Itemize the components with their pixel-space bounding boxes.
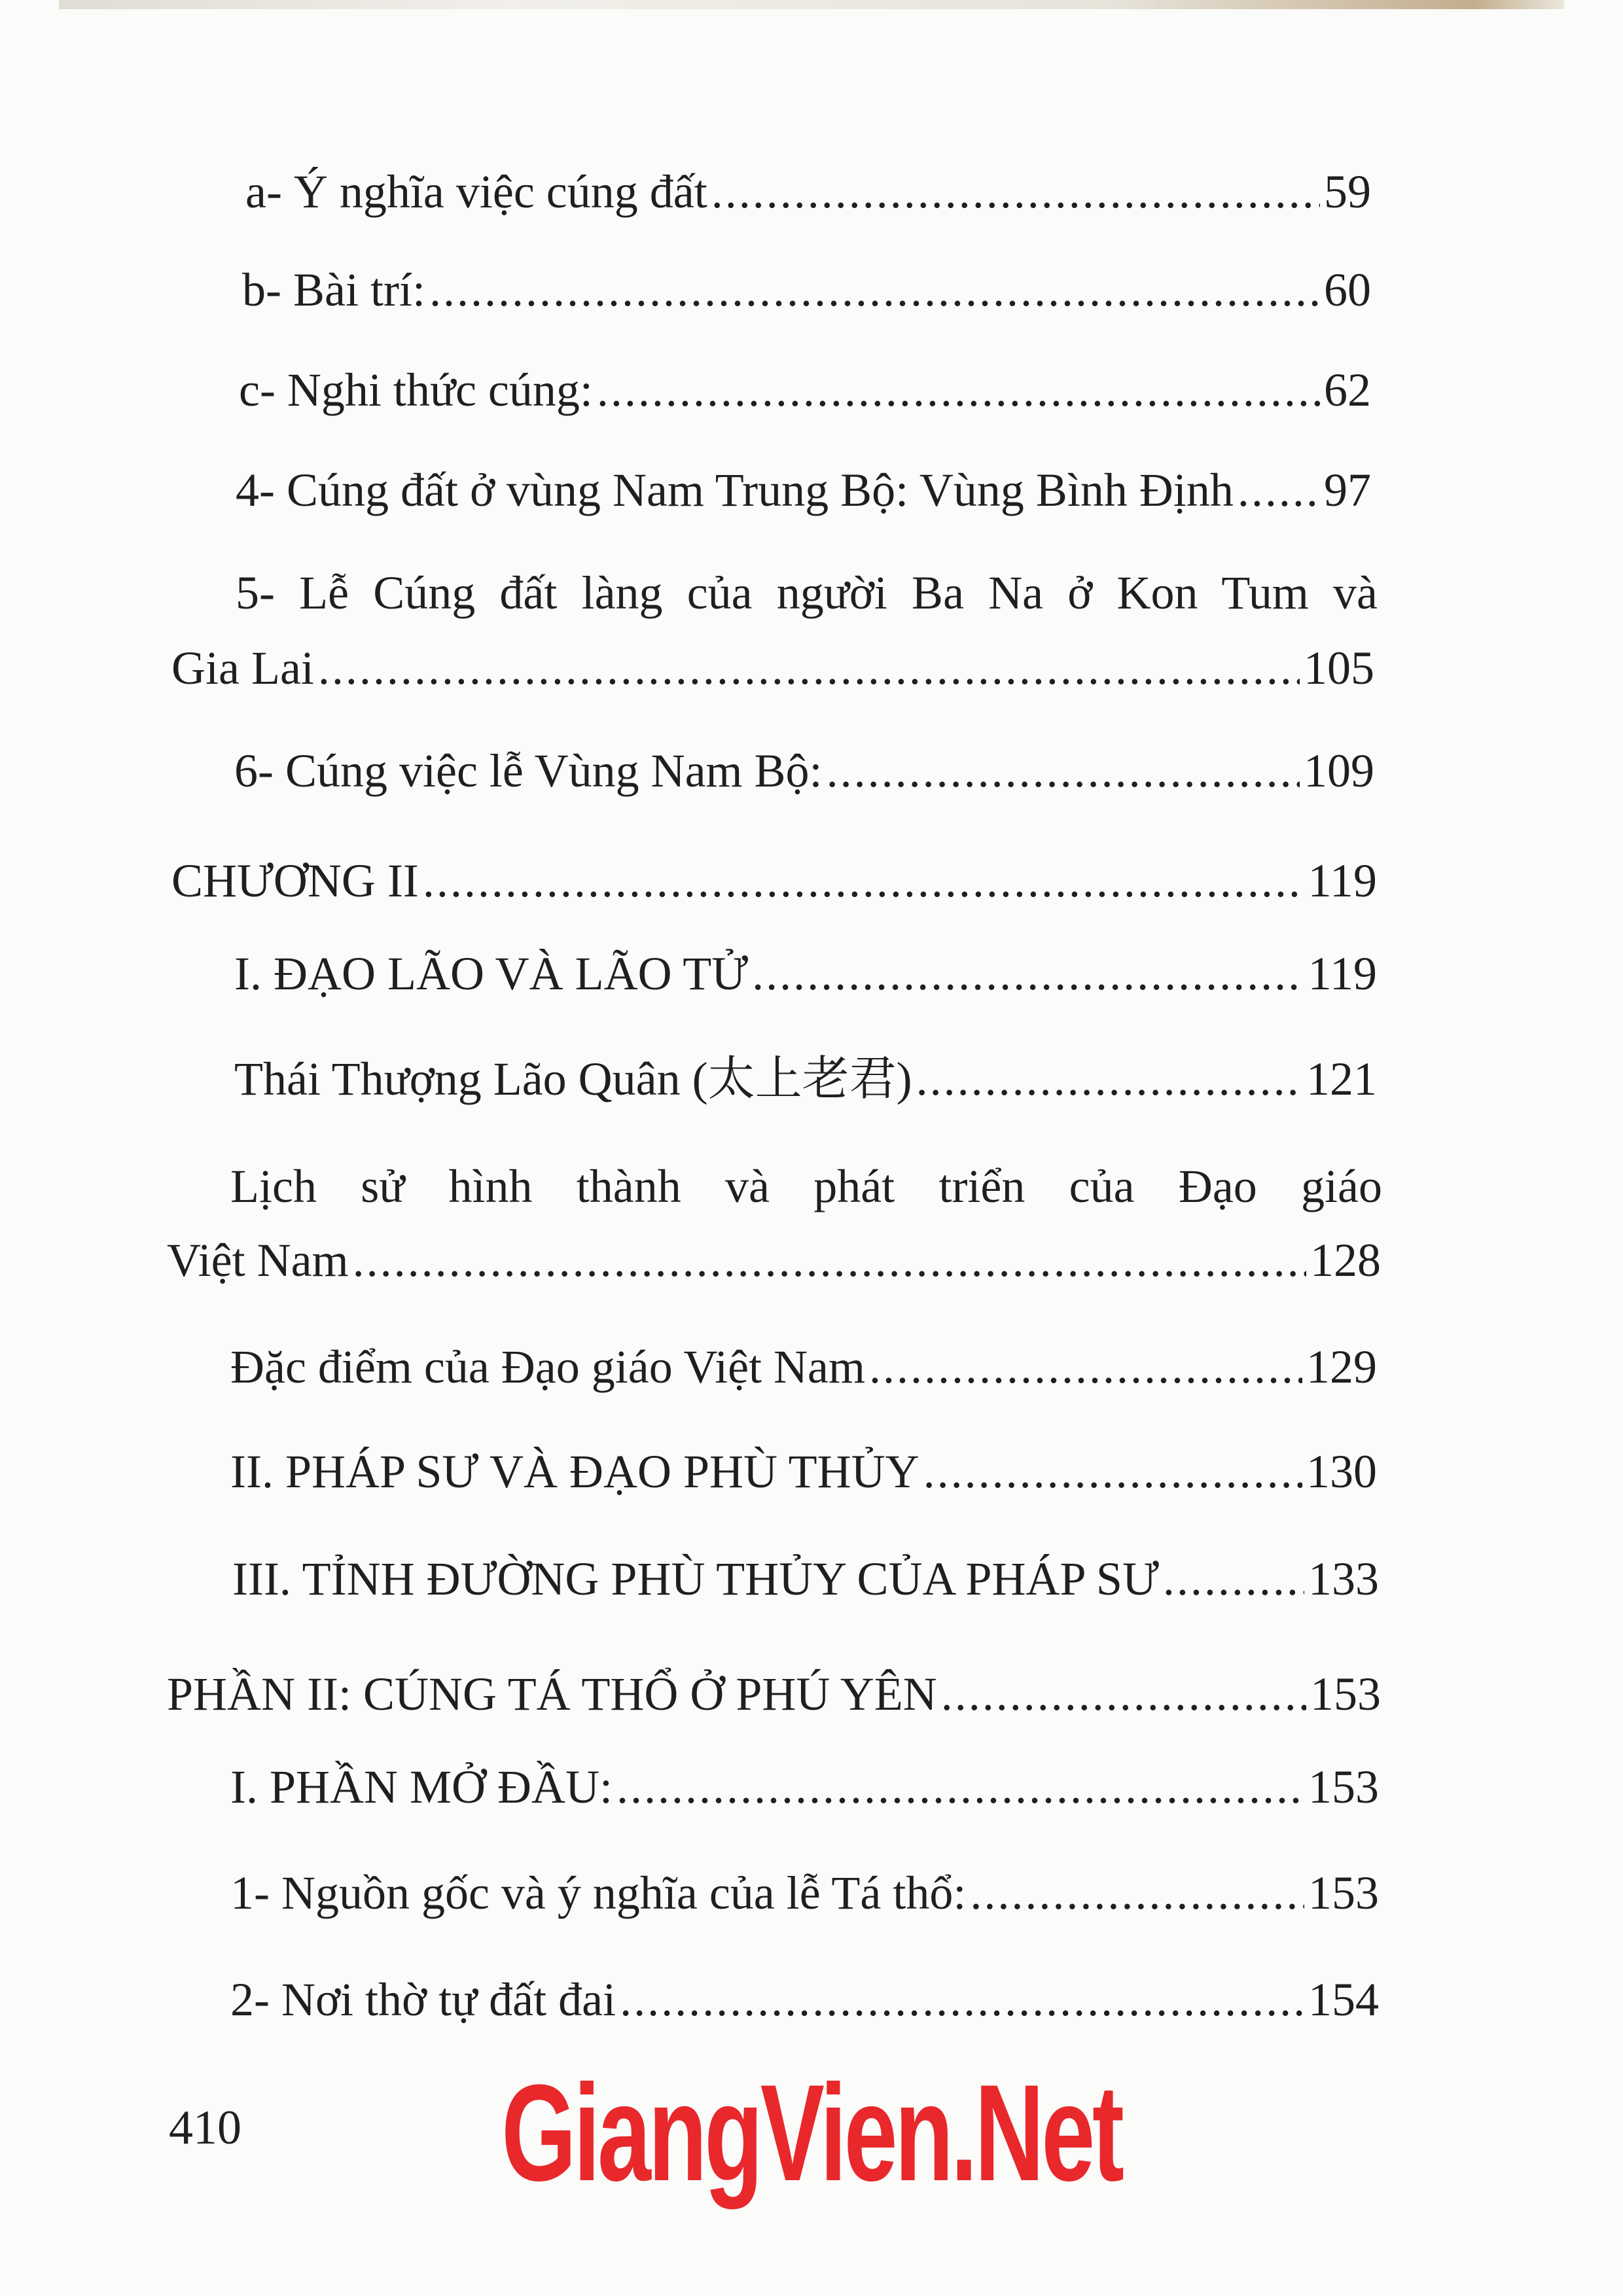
- toc-entry-page: 129: [1306, 1341, 1377, 1393]
- toc-entry: [171, 855, 1377, 907]
- toc-entry: [234, 745, 1374, 797]
- dot-leader: [869, 1343, 1302, 1390]
- toc-entry-page: 109: [1304, 745, 1374, 797]
- toc-entry: [230, 1973, 1379, 2026]
- toc-entry: [236, 464, 1371, 516]
- toc-entry: [234, 1055, 1377, 1103]
- watermark-logo: GiangVien.Net: [501, 2056, 1122, 2210]
- toc-entry-title: 6- Cúng việc lễ Vùng Nam Bộ:: [234, 745, 823, 797]
- toc-entry-page: 59: [1324, 166, 1371, 218]
- toc-entry-title: c- Nghi thức cúng:: [239, 364, 593, 416]
- toc-entry-page: 62: [1324, 364, 1371, 416]
- toc-entry-title: II. PHÁP SƯ VÀ ĐẠO PHÙ THỦY: [230, 1445, 919, 1498]
- toc-entry-title: I. PHẦN MỞ ĐẦU:: [230, 1761, 613, 1813]
- toc-entry-page: 153: [1310, 1668, 1381, 1720]
- toc-entry-title-line1: Lịch sử hình thành và phát triển của Đạo giáo: [230, 1160, 1382, 1212]
- toc-entry: [242, 264, 1371, 316]
- dot-leader: [941, 1670, 1306, 1718]
- dot-leader: [318, 645, 1300, 692]
- toc-entry-page: 128: [1310, 1234, 1381, 1286]
- toc-entry: [167, 1234, 1381, 1286]
- toc-entry-title: Thái Thượng Lão Quân (太上老君): [234, 1053, 912, 1105]
- toc-entry-page: 97: [1324, 464, 1371, 516]
- toc-entry-title: I. ĐẠO LÃO VÀ LÃO TỬ: [234, 947, 749, 1000]
- toc-entry-page: 153: [1308, 1761, 1379, 1813]
- dot-leader: [423, 857, 1304, 904]
- toc-entry-page: 133: [1308, 1553, 1379, 1605]
- toc-entry: [230, 1867, 1379, 1919]
- dot-leader: [970, 1869, 1304, 1916]
- dot-leader: [711, 168, 1320, 215]
- toc-entry: [234, 947, 1377, 1000]
- dot-leader: [620, 1976, 1304, 2023]
- toc-entry-title: Đặc điểm của Đạo giáo Việt Nam: [230, 1341, 865, 1393]
- toc-entry-title: 2- Nơi thờ tự đất đai: [230, 1973, 616, 2026]
- toc-entry: [167, 1670, 1381, 1718]
- dot-leader: [597, 366, 1320, 414]
- dot-leader: [616, 1763, 1304, 1810]
- toc-entry-page: 119: [1308, 947, 1377, 1000]
- dot-leader: [1163, 1555, 1304, 1602]
- toc-entry: [239, 366, 1371, 414]
- dot-leader: [1238, 467, 1320, 514]
- toc-entry-title: b- Bài trí:: [242, 264, 425, 316]
- toc-entry-title: 4- Cúng đất ở vùng Nam Trung Bộ: Vùng Bình Định: [236, 464, 1234, 516]
- dot-leader: [752, 950, 1304, 997]
- toc-entry: [245, 166, 1371, 218]
- toc-entry: [230, 1341, 1377, 1393]
- toc-entry-page: 121: [1306, 1053, 1377, 1105]
- page-number: 410: [169, 2101, 241, 2155]
- dot-leader: [429, 266, 1320, 313]
- dot-leader: [827, 747, 1300, 794]
- dot-leader: [923, 1448, 1302, 1495]
- toc-entry: [232, 1553, 1379, 1605]
- toc-entry-page: 60: [1324, 264, 1371, 316]
- toc-entry-page: 105: [1304, 642, 1374, 694]
- toc-entry: [230, 1761, 1379, 1813]
- toc-entry-title: III. TỈNH ĐƯỜNG PHÙ THỦY CỦA PHÁP SƯ: [232, 1553, 1159, 1605]
- toc-entry-page: 153: [1308, 1867, 1379, 1919]
- toc-entry-title: PHẦN II: CÚNG TÁ THỔ Ở PHÚ YÊN: [167, 1668, 937, 1720]
- toc-entry-page: 130: [1306, 1445, 1377, 1498]
- toc-entry-title: 1- Nguồn gốc và ý nghĩa của lễ Tá thổ:: [230, 1867, 967, 1919]
- toc-entry-title: a- Ý nghĩa việc cúng đất: [245, 166, 707, 218]
- toc-entry: [230, 1445, 1377, 1498]
- toc-entry-page: 119: [1308, 855, 1377, 907]
- toc-entry-title-line2: Việt Nam: [167, 1234, 349, 1286]
- toc-entry-title: CHƯƠNG II: [171, 855, 419, 907]
- toc-entry-page: 154: [1308, 1973, 1379, 2026]
- toc-entry-title-line1: 5- Lễ Cúng đất làng của người Ba Na ở Kon Tum và: [236, 567, 1378, 619]
- dot-leader: [916, 1055, 1302, 1103]
- toc-entry-title-line2: Gia Lai: [171, 642, 314, 694]
- toc-entry: [171, 642, 1374, 694]
- dot-leader: [353, 1237, 1306, 1284]
